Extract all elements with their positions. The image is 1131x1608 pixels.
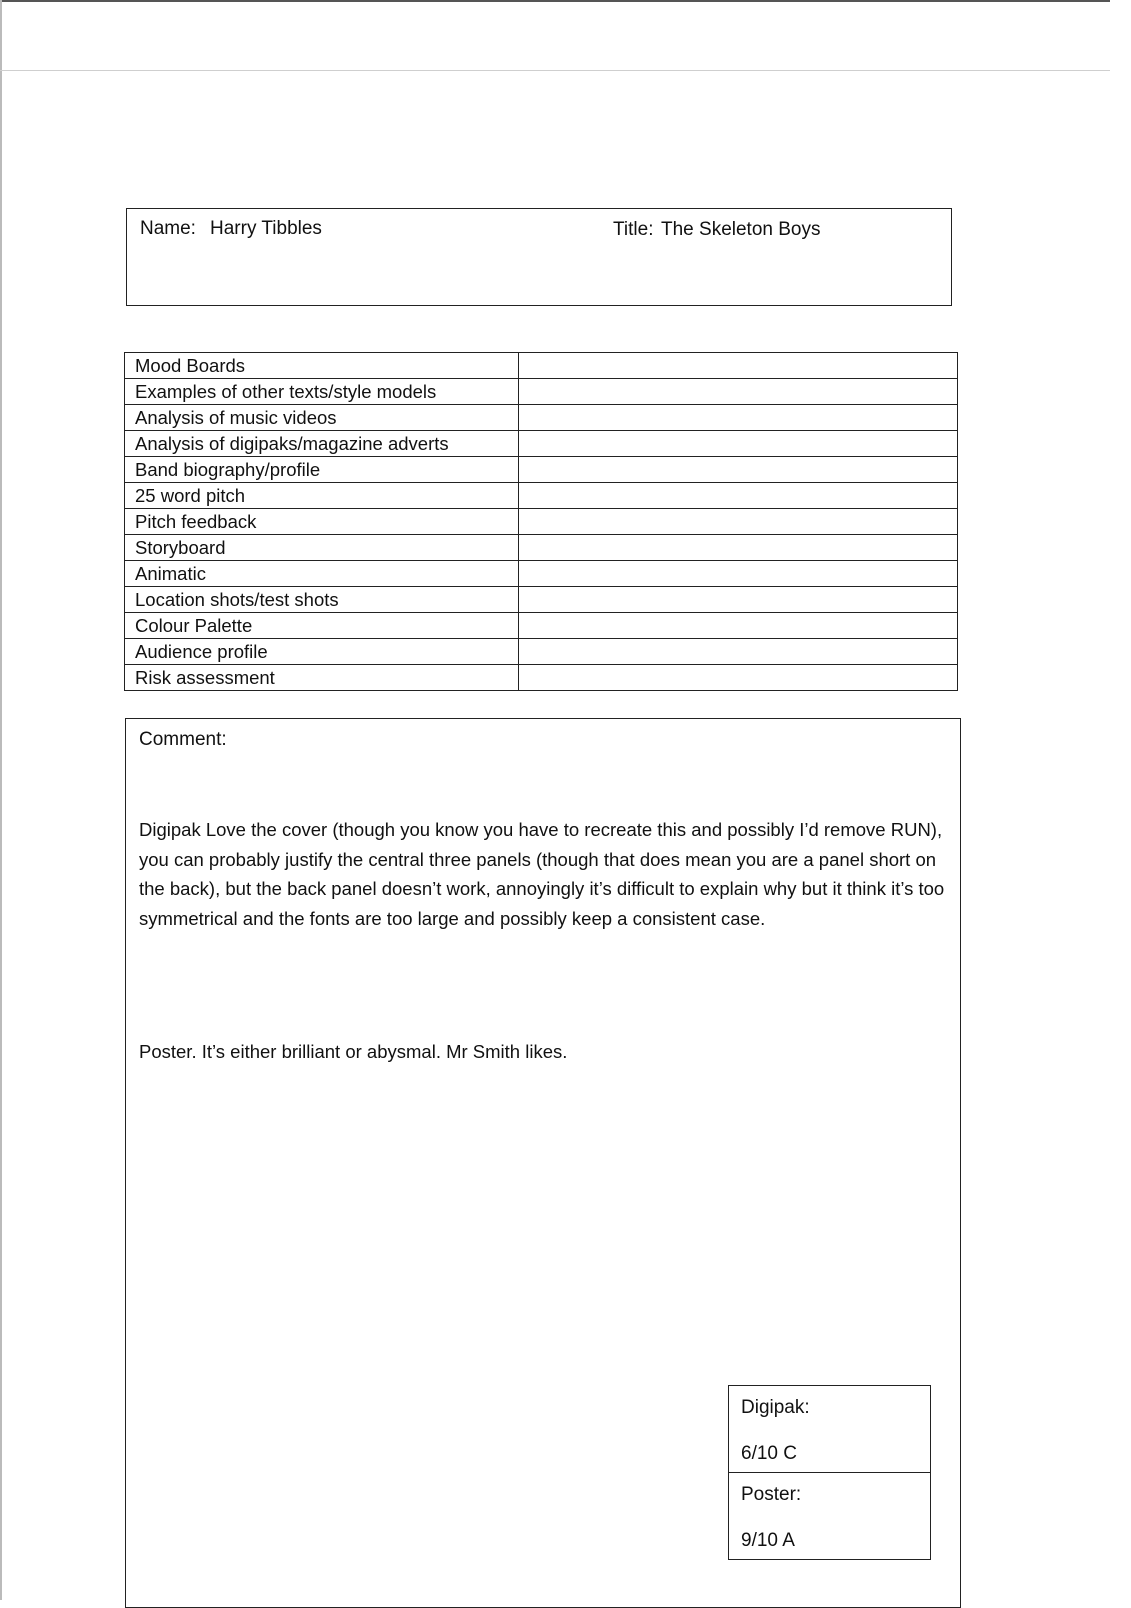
checklist-item-status <box>519 561 958 587</box>
checklist-item-label: Band biography/profile <box>125 457 519 483</box>
checklist-item-label: Risk assessment <box>125 665 519 691</box>
grade-box <box>728 1385 931 1560</box>
checklist-row <box>125 587 958 613</box>
checklist-row <box>125 509 958 535</box>
checklist-row <box>125 405 958 431</box>
title-label: Title: <box>613 219 654 240</box>
poster-comment: Poster. It’s either brilliant or abysmal. Mr Smith likes. <box>139 1041 568 1062</box>
checklist-item-label: Audience profile <box>125 639 519 665</box>
checklist-item-label: Animatic <box>125 561 519 587</box>
checklist-item-status <box>519 431 958 457</box>
digipak-grade-section <box>729 1386 930 1472</box>
checklist-item-label: Colour Palette <box>125 613 519 639</box>
student-header-box <box>126 208 952 306</box>
checklist-item-status <box>519 457 958 483</box>
name-label: Name: <box>140 218 196 239</box>
student-name: Harry Tibbles <box>210 218 322 239</box>
digipak-grade-label: Digipak: <box>741 1397 810 1418</box>
checklist-item-status <box>519 405 958 431</box>
checklist-item-label: Analysis of music videos <box>125 405 519 431</box>
checklist-item-status <box>519 483 958 509</box>
checklist-row <box>125 535 958 561</box>
digipak-comment: Digipak Love the cover (though you know you have to recreate this and possibly I’d remove RUN), you can probably justify the central three panels (though that does mean you are a panel short on the back), but the back panel doesn’t work, annoyingly it’s difficult to explain why but it think it’s too symmetrical and the fonts are too large and possibly keep a consistent case. <box>139 819 945 929</box>
checklist-row <box>125 639 958 665</box>
project-title: The Skeleton Boys <box>661 219 821 240</box>
checklist-item-label: 25 word pitch <box>125 483 519 509</box>
checklist-row <box>125 665 958 691</box>
scan-fold-line <box>0 70 1110 71</box>
checklist-item-label: Storyboard <box>125 535 519 561</box>
checklist-item-label: Analysis of digipaks/magazine adverts <box>125 431 519 457</box>
checklist-item-label: Location shots/test shots <box>125 587 519 613</box>
checklist-row <box>125 561 958 587</box>
checklist-item-label: Pitch feedback <box>125 509 519 535</box>
checklist-item-label: Mood Boards <box>125 353 519 379</box>
checklist-item-status <box>519 379 958 405</box>
checklist-item-status <box>519 535 958 561</box>
checklist-item-label: Examples of other texts/style models <box>125 379 519 405</box>
checklist-item-status <box>519 613 958 639</box>
coursework-checklist-table <box>124 352 958 691</box>
checklist-item-status <box>519 587 958 613</box>
checklist-item-status <box>519 639 958 665</box>
checklist-row <box>125 483 958 509</box>
checklist-row <box>125 457 958 483</box>
poster-grade-section <box>729 1472 930 1559</box>
checklist-row <box>125 431 958 457</box>
scan-top-edge <box>0 0 1110 2</box>
poster-grade-value: 9/10 A <box>741 1530 795 1551</box>
checklist-item-status <box>519 353 958 379</box>
checklist-row <box>125 379 958 405</box>
checklist-item-status <box>519 509 958 535</box>
checklist-item-status <box>519 665 958 691</box>
poster-grade-label: Poster: <box>741 1484 802 1505</box>
digipak-grade-value: 6/10 C <box>741 1443 797 1464</box>
checklist-row <box>125 613 958 639</box>
checklist-row <box>125 353 958 379</box>
comment-label: Comment: <box>139 729 227 750</box>
scan-left-edge <box>0 0 2 1600</box>
